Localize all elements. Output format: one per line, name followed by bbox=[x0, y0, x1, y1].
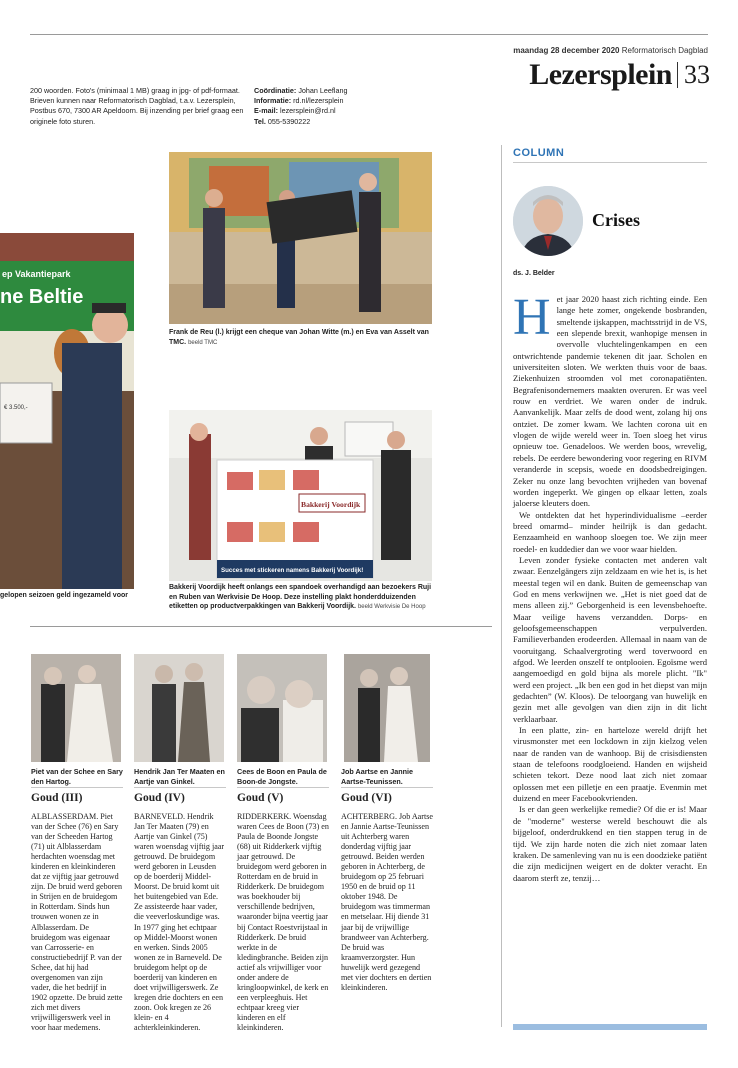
info-link[interactable]: rd.nl/lezersplein bbox=[293, 96, 344, 106]
wedding-photo-4 bbox=[344, 654, 430, 762]
anniversary-4-body: ACHTERBERG. Job Aartse en Jannie Aartse-Teunissen uit Achterberg waren donderdag vijftig jaar getrouwd. Beiden werden geboren in Achterberg, de bruidegom op 25 februari 1950 en de bruid op 11 oktober 1948. De bruidegom was timmerman en metselaar. Hij diende 31 jaar bij de vrijwillige brandweer van Achterberg. De bruid was kraamverzorgster. Hun huwelijk werd gezegend met vier dochters en dertien kleinkinderen. bbox=[341, 812, 433, 992]
masthead bbox=[512, 58, 710, 92]
banner-slogan: Succes met stickeren namens Bakkerij Voordijk! bbox=[221, 567, 364, 574]
coord-label: Coördinatie: bbox=[254, 86, 297, 95]
wedding-photo-2 bbox=[134, 654, 224, 762]
column-title: Crises bbox=[592, 210, 640, 230]
tel-value: 055-5390222 bbox=[267, 116, 311, 126]
anniversary-4-caption: Job Aartse en Jannie Aartse-Teunissen. bbox=[341, 767, 414, 786]
voordijk-photo bbox=[169, 410, 432, 581]
column-label: COLUMN bbox=[513, 147, 565, 159]
anniversary-1-caption: Piet van der Schee en Sary den Hartog. bbox=[31, 767, 123, 786]
anniversary-1-body: ALBLASSERDAM. Piet van der Schee (76) en Sary van der Scheeden Hartog (71) uit Alblasserdam herdachten woensdag met kinderen en kleinkinderen dat ze vijftig jaar getrouwd zijn. De bruid werd geboren in Strijen en de bruidegom in Rotterdam. Sinds hun trouwen wonen ze in Alblasserdam. De bruidegom was eigenaar van Carrosserie- en constructiebedrijf P. van der Schee, dat hij had overgenomen van zijn vader, die het bedrijf in 1902 opzette. De bruid zette zich met divers vrijwilligerswerk veel in voor haar medemens. bbox=[31, 812, 123, 1032]
anniversary-2-heading: Goud (IV) bbox=[134, 792, 185, 804]
author-avatar bbox=[513, 186, 583, 256]
coord-value: Johan Leeflang bbox=[298, 86, 348, 95]
anniversary-4-line bbox=[341, 787, 433, 788]
anniversary-3-heading: Goud (V) bbox=[237, 792, 284, 804]
info-label: Informatie: bbox=[254, 96, 292, 106]
article-paragraph: Leven zonder fysieke contacten met anderen valt zwaar. Eenzelgängers zijn zeldzaam en wie het is, is het meestal tegen wil en dank. Buiten de gemeenschap van God en mens verkwijnen we. „Het is niet goed dat de mens alleen zij.” Geborgenheid is een levensbehoefte. Maar veilige havens verzandden. Dorps- en geloofsgemeenschappen verpulverden. Familieverbanden erodeerden. Allemaal in naam van de vooruitgang. Schaalvergroting werd toverwoord en afgod. We leerden onszelf te ontplooien. Egoïsme werd aangemoedigd en gold bijna als morele plicht. "Ik" werd een project. „Ik ben een god in het diepst van mijn gedachten” (W. Kloos). De teloorgang van huwelijk en gezin met alle gevolgen van dien zijn in dit licht verklaarbaar. bbox=[513, 554, 707, 724]
column-label-rule bbox=[513, 162, 707, 163]
voordijk-caption: Bakkerij Voordijk heeft onlangs een spandoek overhandigd aan bezoekers Ruji en Ruben van Werkvisie De Hoop. Deze instelling plakt honderdduizenden etiketten op productverpakkingen van Bakkerij Voordijk. beeld Werkvisie De Hoop bbox=[169, 584, 432, 610]
anniversary-1-line bbox=[31, 787, 123, 788]
date: maandag 28 december 2020 bbox=[513, 46, 620, 55]
column-author: ds. J. Belder bbox=[513, 270, 555, 277]
anniversary-3-caption: Cees de Boon en Paula de Boon-de Jongste. bbox=[237, 767, 327, 786]
email-link[interactable]: lezersplein@rd.nl bbox=[279, 106, 336, 116]
vakantiepark-photo bbox=[0, 233, 134, 589]
tmc-credit: beeld TMC bbox=[188, 339, 218, 346]
article-paragraph: In een platte, zin- en harteloze wereld drijft het virusmonster met een lockdown in zijn kielzog velen naar de randen van de wanhoop. Bij de crisisdiensten staan de telefoons roodgloeiend. Handen en wijsheid schieten tekort. Deze nood laat zich niet zomaar oplossen met een pilletje en een praatje. Evenmin met duizend en meer Facebookvrienden. bbox=[513, 725, 707, 804]
anniversary-4-heading: Goud (VI) bbox=[341, 792, 392, 804]
wedding-photo-3 bbox=[237, 654, 327, 762]
column-article bbox=[513, 289, 708, 884]
date-line bbox=[513, 46, 708, 55]
anniversary-1-heading: Goud (III) bbox=[31, 792, 83, 804]
anniversary-2-caption: Hendrik Jan Ter Maaten en Aartje van Ginkel. bbox=[134, 767, 225, 786]
submission-info: 200 woorden. Foto's (minimaal 1 MB) graag in jpg- of pdf-formaat. Brieven kunnen naar Reformatorisch Dagblad, t.a.v. Lezersplein, Postbus 670, 7300 AR Apeldoorn. Bij inzending per brief graag een originele foto sturen. bbox=[30, 86, 244, 126]
page-number: 33 bbox=[684, 60, 710, 89]
anniversary-2-line bbox=[134, 787, 226, 788]
wedding-photo-1 bbox=[31, 654, 121, 762]
sign-text: ep Vakantiepark bbox=[2, 269, 71, 279]
sign-text-2: ne Beltie bbox=[0, 286, 84, 308]
masthead-divider bbox=[677, 62, 678, 88]
article-paragraph: We ontdekten dat het hyperindividualisme –eerder breed omarmd– minder heilrijk is dan gedacht. Eenzaamheid en wanhoop sloegen toe. We zijn meer roedel- en kuddedier dan we voor waar hielden. bbox=[513, 509, 707, 554]
anniversary-3-line bbox=[237, 787, 329, 788]
top-rule bbox=[30, 34, 708, 35]
anniversary-2-body: BARNEVELD. Hendrik Jan Ter Maaten (79) en Aartje van Ginkel (75) waren woensdag vijftig jaar getrouwd. De bruidegom werd geboren in Leusden op de boerderij Middel-Moorst. De bruid komt uit het buitengebied van Ede. Ze assisteerde haar vader, die veeverloskundige was. In 1977 ging het echtpaar op Middel-Moorst wonen en werken. Sinds 2005 wonen ze in Barneveld. De bruidegom helpt op de boerderij van kinderen en doet vrijwilligerswerk. Ze kregen drie dochters en een zoon. Ook kregen ze 26 klein- en 4 achterkleinkinderen. bbox=[134, 812, 225, 1032]
tel-label: Tel. bbox=[254, 116, 266, 126]
cheque-amount: € 3.500,- bbox=[4, 405, 28, 411]
dropcap: H bbox=[513, 289, 551, 346]
section-title: Lezersplein bbox=[529, 58, 672, 91]
contact-info bbox=[254, 86, 454, 127]
column-divider bbox=[501, 145, 502, 1027]
tmc-caption: Frank de Reu (l.) krijgt een cheque van Johan Witte (m.) en Eva van Asselt van TMC. beeld TMC bbox=[169, 329, 429, 346]
voordijk-credit: beeld Werkvisie De Hoop bbox=[357, 604, 426, 610]
anniversary-3-body: RIDDERKERK. Woensdag waren Cees de Boon (73) en Paula de Boonde Jongste (68) uit Ridderkerk vijftig jaar getrouwd. De bruidegom werd geboren in Rotterdam en de bruid in Ridderkerk. De bruidegom was boekhouder bij verschillende bedrijven, waaronder bijna veertig jaar bij Contact Roestvrijstaal in Ridderkerk. De bruid werkte in de kledingbranche. Beiden zijn actief als vrijwilliger voor onder andere de kringloopwinkel, de kerk en een verpleeghuis. Het echtpaar kreeg vier kinderen en elf kleinkinderen. bbox=[237, 812, 329, 1032]
publication-name: Reformatorisch Dagblad bbox=[621, 46, 708, 55]
banner-brand: Bakkerij Voordijk bbox=[301, 500, 361, 509]
article-paragraph: Is er dan geen werkelijke remedie? Of die er is! Maar de "moderne" westerse wereld beschouwt die als bijgeloof, onderdrukkend en tien stappen terug in de tijd. We zijn harde noten die zich niet zomaar laten kraken. De samenleving van nu is een doodzieke patiënt die zijn medicijnen weigert en de dokter veracht. En daarom sterft ze, tenzij… bbox=[513, 804, 707, 883]
left-photo-caption: gelopen seizoen geld ingezameld voor bbox=[0, 592, 128, 599]
email-label: E-mail: bbox=[254, 106, 278, 116]
tmc-photo bbox=[169, 152, 432, 324]
section-divider bbox=[30, 626, 492, 627]
column-bottom-bar bbox=[513, 1024, 707, 1030]
article-paragraph: Het jaar 2020 haast zich richting einde. Een lange hete zomer, ongekende bosbranden, smeltende ijskappen, machtsstrijd in de VS, een slepende brexit, wanhopige mensen in overvolle vluchtelingenkampen en een ontwrichtende pandemie tekenen dit jaar. Scholen en universiteiten sloten. We werkten thuis voor de baas. Ziekenhuizen stroomden vol met coronapatiënten. Begrafenisondernemers maakten overuren. Er was veel rouw en verdriet. We waren onder de indruk. Aanvankelijk. Maar zelfs de dood went, zolang hij ons ontziet. De zomer kwam. We lachten corona uit en vlogen de wijde wereld weer in. Toen sloeg het virus opnieuw toe. Genadeloos. We werden boos, wrevelig, rebels. De eerdere bewondering voor regering en RIVM veranderde in scepsis, woede en doodsbedreigingen. Zeker nu onze lang bevochten vrijheden van bovenaf worden ingeperkt. We gingen op elkaar letten, zoals jaloerse kleuters doen. bbox=[513, 289, 708, 509]
